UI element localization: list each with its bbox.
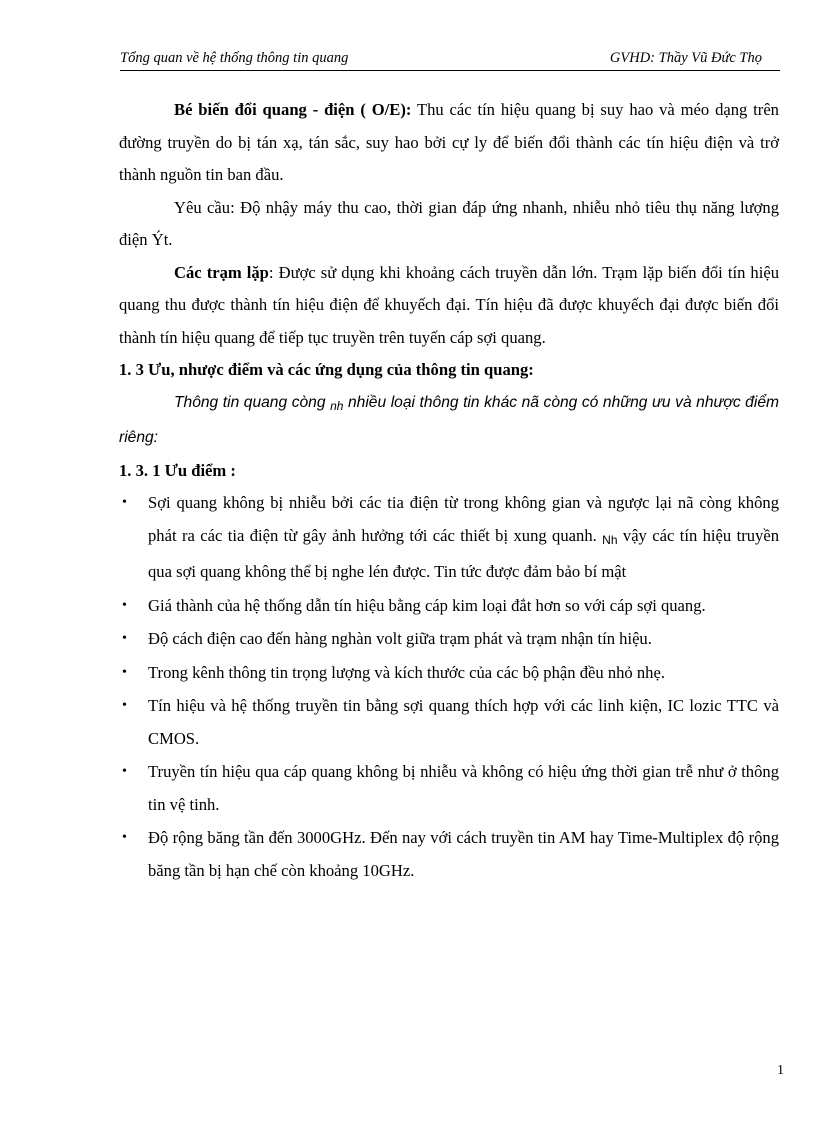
list-item-text: vậy các tín hiệu truyền qua sợi quang không thể bị nghe lén được. Tin tức được đảm bảo bí mật: [148, 525, 779, 581]
bullet-icon: •: [122, 764, 127, 779]
page-number: 1: [777, 1063, 784, 1078]
bullet-icon: •: [122, 495, 127, 510]
intro-italic-paragraph: [119, 387, 779, 455]
header-title: Tổng quan về hệ thống thông tin quang: [120, 50, 349, 66]
list-item: [119, 590, 779, 623]
list-item: [119, 657, 779, 690]
list-item-text: Sợi quang không bị nhiễu bởi các tia điện từ trong không gian và ngược lại nã còng không phát ra các tia điện từ gây ảnh hưởng tới các thiết bị xung quanh.: [148, 493, 779, 545]
list-item-text: Trong kênh thông tin trọng lượng và kích thước của các bộ phận đều nhỏ nhẹ.: [148, 662, 665, 682]
section-heading: 1. 3 Ưu, nhược điểm và các ứng dụng của thông tin quang:: [119, 360, 534, 379]
advantages-list: [119, 487, 779, 887]
list-item: [119, 623, 779, 656]
list-item: [119, 822, 779, 887]
list-item-text: Độ rộng băng tần đến 3000GHz. Đến nay với cách truyền tin AM hay Time-Multiplex độ rộng băng tần bị hạn chế còn khoảng 10GHz.: [148, 828, 779, 880]
subsection-heading: 1. 3. 1 Ưu điểm :: [119, 460, 236, 480]
bullet-icon: •: [122, 664, 127, 680]
list-item-text: Giá thành của hệ thống dẫn tín hiệu bằng cáp kim loại đắt hơn so với cáp sợi quang.: [148, 595, 706, 615]
list-item-text: Tín hiệu và hệ thống truyền tin bằng sợi quang thích hợp với các linh kiện, IC lozic TTC và CMOS.: [148, 696, 779, 748]
bullet-icon: •: [122, 631, 127, 646]
paragraph-requirements: Yêu cầu: Độ nhậy máy thu cao, thời gian đáp ứng nhanh, nhiễu nhỏ tiêu thụ năng lượng điện Ýt.: [119, 197, 779, 249]
list-item: [119, 487, 779, 589]
list-item: [119, 756, 779, 821]
bullet-icon: •: [122, 830, 127, 845]
text-run: Thông tin quang còng: [174, 393, 331, 411]
list-item: [119, 690, 779, 755]
paragraph-oe-converter: [119, 94, 779, 192]
header-advisor: GVHD: Thầy Vũ Đức Thọ: [609, 50, 762, 66]
text-run-subscript: nh: [330, 398, 344, 413]
text-run: nhiều loại thông tin khác nã còng có những ưu và nhược điểm riêng:: [119, 393, 779, 446]
document-body: [119, 94, 779, 888]
term-oe-converter: Bé biến đổi quang - điện ( O/E):: [174, 100, 412, 119]
term-repeaters: Các trạm lặp: [174, 262, 269, 282]
list-item-text: Truyền tín hiệu qua cáp quang không bị nhiễu và không có hiệu ứng thời gian trễ như ở thông tin vệ tinh.: [148, 762, 779, 814]
paragraph-text: Thu các tín hiệu quang bị suy hao và méo dạng trên đường truyền do bị tán xạ, tán sắc, suy hao bởi cự ly để biến đổi thành các tín hiệu điện và trở thành nguồn tin ban đầu.: [119, 100, 779, 184]
paragraph-text: : Được sử dụng khi khoảng cách truyền dẫn lớn. Trạm lặp biến đổi tín hiệu quang thu được thành tín hiệu điện để khuyếch đại. Tín hiệu đã được khuyếch đại được biến đổi thành tín hiệu quang để tiếp tục truyền trên tuyến cáp sợi quang.: [119, 262, 780, 347]
list-item-subscript: Nh: [602, 532, 618, 547]
paragraph-repeaters: [119, 257, 779, 355]
list-item-text: Độ cách điện cao đến hàng nghàn volt giữa trạm phát và trạm nhận tín hiệu.: [148, 629, 652, 648]
bullet-icon: •: [122, 597, 127, 613]
bullet-icon: •: [122, 698, 127, 713]
page-header: [120, 50, 780, 71]
